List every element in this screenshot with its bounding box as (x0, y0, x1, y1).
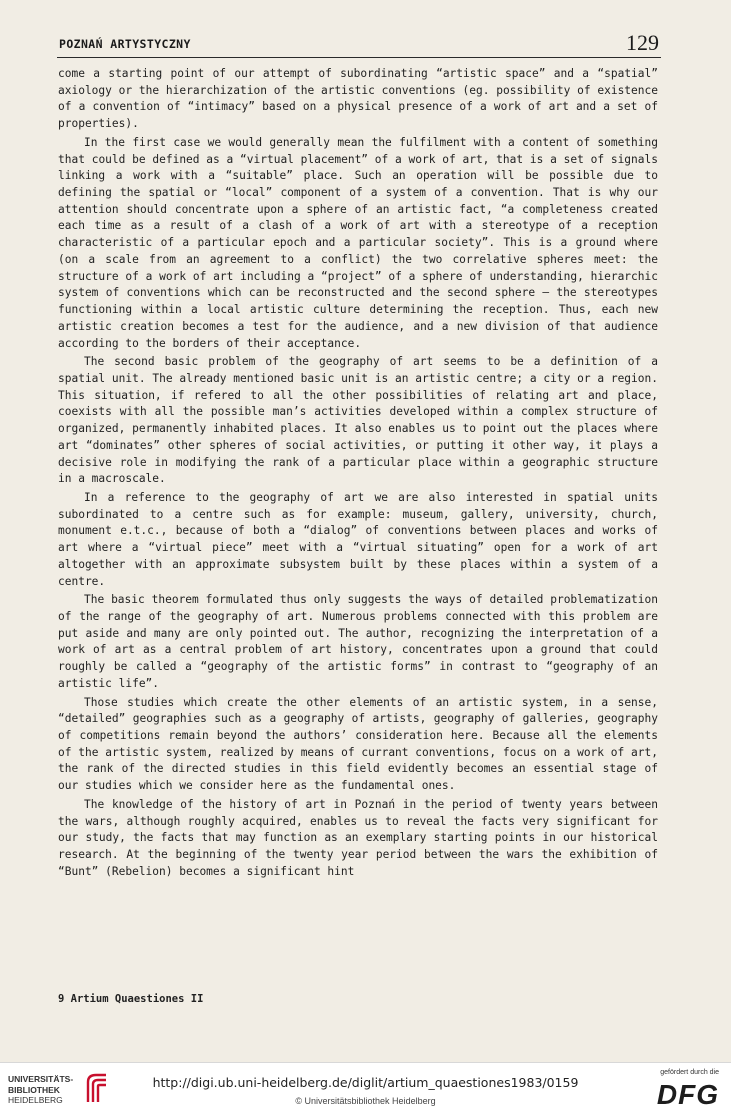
dfg-logo: DFG (656, 1079, 719, 1110)
library-name-line-1: UNIVERSITÄTS- (8, 1074, 74, 1084)
paragraph-6: Those studies which create the other elements of an artistic system, in a sense, “detailed” geographies such as a geography of artists, geography of galleries, geography of competitions remain beyond the authors’ consideration here. Because all the elements of the artistic system, realized by means of currant conventions, focus on a work of art, the rank of the directed studies in this field evidently becomes an essential stage of our studies which we consider here as the fundamental ones. (58, 695, 658, 793)
paragraph-1: come a starting point of our attempt of subordinating “artistic space” and a “spatial” axiology or the hierarchization of the artistic conventions (eg. possibility of existence of a convention of “intimacy” based on a physical presence of a work of art and a set of properties). (58, 67, 658, 131)
paragraph-4: In a reference to the geography of art we are also interested in spatial units subordinated to a centre such as for example: museum, gallery, university, church, monument e.t.c., because of both a “dialog” of conventions between places and works of art where a “virtual piece” meet with a “virtual situating” open for a work of art altogether with an approximate subsystem built by these places within a system of a centre. (58, 490, 658, 588)
library-mark-icon (84, 1072, 110, 1106)
page-number: 129 (626, 30, 659, 55)
running-head (57, 30, 661, 58)
paragraph-5: The basic theorem formulated thus only suggests the ways of detailed problematization of the range of the geography of art. Numerous problems connected with this problem are put aside and many are only pointed out. The author, recognizing the interpretation of a work of art as a central problem of art history, concentrates upon a ground that could roughly be called a “geography of the artistic forms” in contrast to “geography of an artistic life”. (58, 593, 658, 690)
paragraph-7: The knowledge of the history of art in Poznań in the period of twenty years between the wars, although roughly acquired, enables us to reveal the facts very significant for our study, the facts that may function as an exemplary starting points in our historical research. At the beginning of the twenty year period between the wars the exhibition of “Bunt” (Rebelion) becomes a significant hint (58, 797, 658, 878)
source-url[interactable]: http://digi.ub.uni-heidelberg.de/diglit/artium_quaestiones1983/0159 (152, 1075, 579, 1090)
footer-signature: 9 Artium Quaestiones II (58, 993, 204, 1005)
funding-note: gefördert durch die (660, 1069, 719, 1076)
library-name (8, 1074, 73, 1106)
funder-block[interactable] (643, 1069, 719, 1111)
viewer-footer (0, 1062, 731, 1114)
library-logo[interactable] (8, 1072, 138, 1108)
library-name-line-2: BIBLIOTHEK (8, 1084, 60, 1095)
paragraph-2: In the first case we would generally mean the fulfilment with a content of something that could be defined as a “virtual placement” of a work of art, that is a set of signals linking a work with a “suitable” place. Such an operation will be possible due to defining the spatial or “local” component of a system of a convention. That is why our attention should concentrate upon a sphere of an artistic fact, “a completeness created each time as a result of a clash of a work of art with a stereotype of a reception characteristic of a particular epoch and a particular society”. This is a ground where (on a scale from an agreement to a conflict) the two correlative spheres meet: the structure of a work of art including a “project” of a sphere of understanding, hierarchic system of conventions which can be reconstructed and the second sphere — the stereotypes functioning within a local artistic culture determining the reception. Thus, each new artistic creation becomes a test for the audience, and a new division of that audience according to the borders of their acceptance. (58, 135, 658, 350)
paragraph-3: The second basic problem of the geography of art seems to be a definition of a spatial unit. The already mentioned basic unit is an artistic centre; a city or a region. This situation, if refered to all the other possibilities of relating art and place, coexists with all the possible man’s activities developed within a complex structure of organized, permanently inhabited places. It also enables us to point out the places where art “dominates” other spheres of social activities, or putting it other way, it plays a decisive role in modifying the rank of a particular place within a geographic structure in a macroscale. (58, 355, 658, 486)
body-text (58, 66, 658, 881)
running-title: POZNAŃ ARTYSTYCZNY (59, 37, 191, 51)
library-name-line-3: HEIDELBERG (8, 1095, 63, 1105)
copyright-notice: © Universitätsbibliothek Heidelberg (295, 1096, 436, 1106)
